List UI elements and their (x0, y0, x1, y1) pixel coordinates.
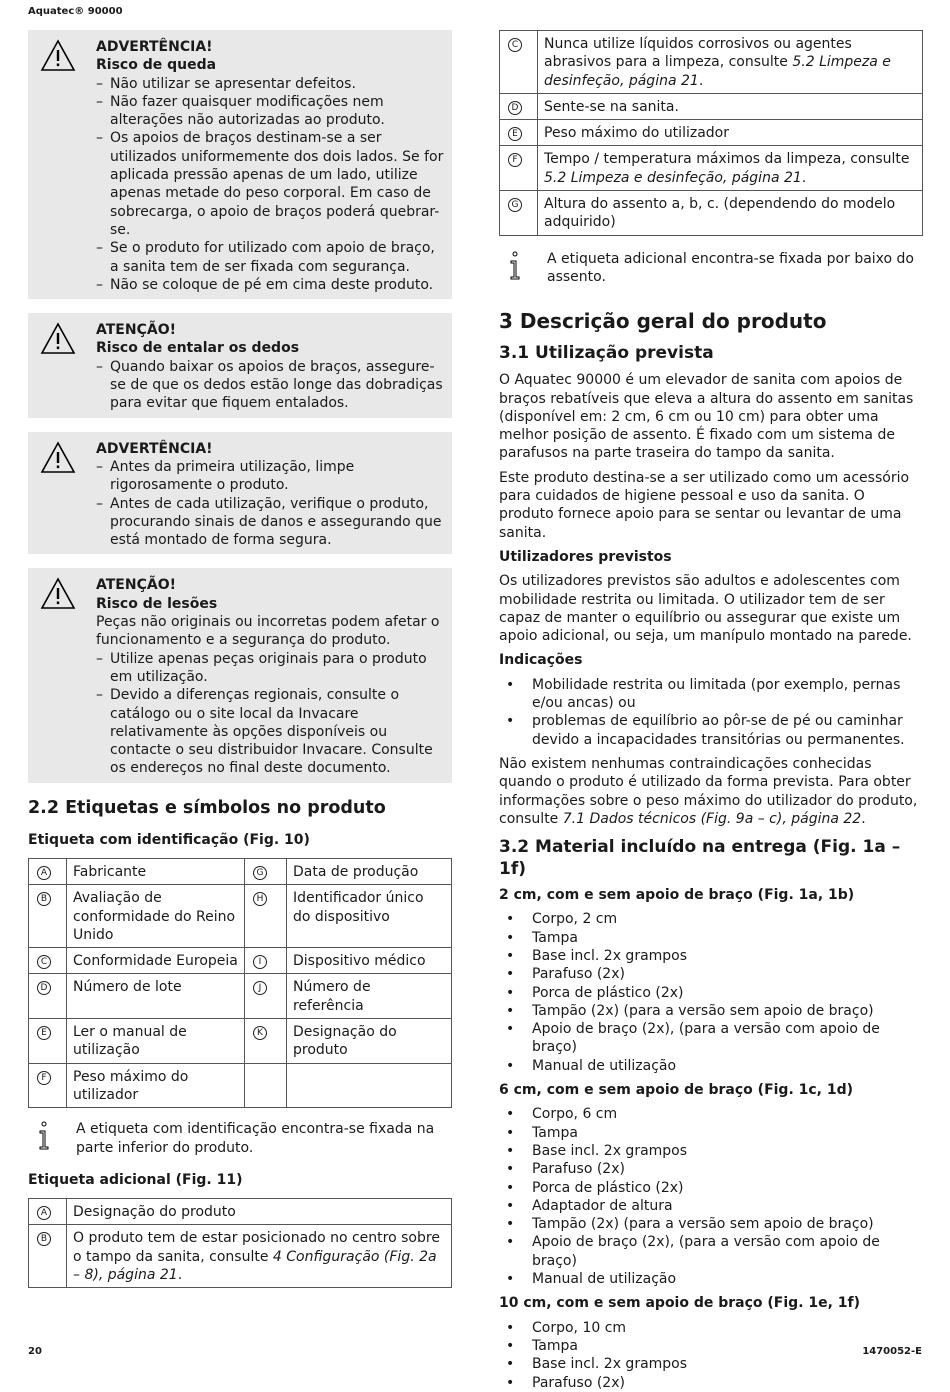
table-cell: Peso máximo do utilizador (67, 1063, 245, 1108)
users-heading: Utilizadores previstos (499, 548, 672, 565)
key-badge: D (37, 981, 51, 995)
warning-item: – Se o produto for utilizado com apoio de braço, a sanita tem de ser fixada com segurança. (96, 239, 444, 276)
list-item: • Base incl. 2x grampos (499, 947, 923, 965)
info-text: A etiqueta com identificação encontra-se fixada na parte inferior do produto. (76, 1121, 435, 1156)
table-cell: Peso máximo do utilizador (538, 120, 923, 146)
warning-item: – Devido a diferenças regionais, consulte o catálogo ou o site local da Invacare relativamente às opções disponíveis ou contacte o seu distribuidor Invacare. Consulte os endereços no final deste documento. (96, 686, 444, 777)
paragraph: Este produto destina-se a ser utilizado como um acessório para cuidados de higiene pessoal e uso da sanita. O produto fornece apoio para se sentar ou levantar de uma sanita. (499, 469, 910, 541)
list-item: • Manual de utilização (499, 1057, 923, 1075)
list-item: • Apoio de braço (2x), (para a versão com apoio de braço) (499, 1020, 923, 1057)
table-cell: Nunca utilize líquidos corrosivos ou agentes abrasivos para a limpeza, consulte 5.2 Limpeza e desinfeção, página 21. (538, 31, 923, 94)
table-cell: Altura do assento a, b, c. (dependendo do modelo adquirido) (538, 191, 923, 236)
key-badge: A (37, 1206, 51, 1220)
table-cell: Sente-se na sanita. (538, 93, 923, 119)
extra-label-table-continued (499, 30, 923, 236)
table-row (29, 1019, 452, 1064)
list-item: • Corpo, 6 cm (499, 1105, 923, 1123)
key-cell (245, 948, 287, 974)
list-item: • Parafuso (2x) (499, 1160, 923, 1178)
table-row (500, 120, 923, 146)
paragraph: Os utilizadores previstos são adultos e adolescentes com mobilidade restrita ou limitada. O utilizador tem de ser capaz de manter o equilíbrio ou assegurar que existe um apoio adicional, ou seja, um manípulo montado na parede. (499, 573, 912, 645)
table-cell: Ler o manual de utilização (67, 1019, 245, 1064)
list-item: • Porca de plástico (2x) (499, 984, 923, 1002)
key-badge: A (37, 866, 51, 880)
table-row (29, 1225, 452, 1288)
key-cell (245, 858, 287, 884)
list-item: • Parafuso (2x) (499, 1374, 923, 1392)
list-item: • Corpo, 2 cm (499, 910, 923, 928)
table-cell: Dispositivo médico (287, 948, 452, 974)
key-cell (245, 1019, 287, 1064)
table-cell: Data de produção (287, 858, 452, 884)
warning-box (28, 30, 452, 299)
key-badge: E (508, 127, 522, 141)
list-item: • Base incl. 2x grampos (499, 1142, 923, 1160)
warning-item: – Utilize apenas peças originais para o produto em utilização. (96, 650, 444, 687)
table-row (29, 858, 452, 884)
table-row (29, 1063, 452, 1108)
subsection-heading: 3.2 Material incluído na entrega (Fig. 1a – 1f) (499, 837, 901, 880)
list-item: • Apoio de braço (2x), (para a versão com apoio de braço) (499, 1233, 923, 1270)
list-item: • Base incl. 2x grampos (499, 1355, 923, 1373)
key-cell (245, 885, 287, 948)
key-badge: J (253, 981, 267, 995)
key-cell (29, 974, 67, 1019)
warning-subtitle: Risco de entalar os dedos (96, 340, 300, 357)
warning-triangle-icon (40, 577, 76, 610)
list-item: • Corpo, 10 cm (499, 1319, 923, 1337)
section-heading: 2.2 Etiquetas e símbolos no produto (28, 797, 386, 818)
label-id-heading: Etiqueta com identificação (Fig. 10) (28, 831, 310, 848)
table-cell: Tempo / temperatura máximos da limpeza, consulte 5.2 Limpeza e desinfeção, página 21. (538, 146, 923, 191)
key-badge: G (508, 198, 522, 212)
list-item: • Parafuso (2x) (499, 965, 923, 983)
table-cell: Designação do produto (287, 1019, 452, 1064)
key-badge: C (508, 38, 522, 52)
list-item: • Tampa (499, 929, 923, 947)
key-badge: B (37, 892, 51, 906)
list-item: • Tampa (499, 1337, 923, 1355)
key-badge: D (508, 101, 522, 115)
warning-item: – Antes de cada utilização, verifique o produto, procurando sinais de danos e assegurando que está montado de forma segura. (96, 495, 444, 550)
paragraph: O Aquatec 90000 é um elevador de sanita com apoios de braços rebatíveis que eleva a altura do assento em sanitas (disponível em: 2 cm, 6 cm ou 10 cm) para obter uma melhor posição de assento. É fixado com um sistema de parafusos na parte traseira do tampo da sanita. (499, 372, 914, 462)
table-cell: Avaliação de conformidade do Reino Unido (67, 885, 245, 948)
table-row (500, 93, 923, 119)
info-note (28, 1120, 452, 1157)
warning-box (28, 313, 452, 417)
key-cell (29, 1019, 67, 1064)
key-cell (245, 974, 287, 1019)
delivery-list (499, 1105, 923, 1288)
warning-triangle-icon (40, 441, 76, 474)
page-header: Aquatec® 90000 (28, 6, 123, 17)
table-cell: Conformidade Europeia (67, 948, 245, 974)
list-item: • Tampão (2x) (para a versão sem apoio de braço) (499, 1002, 923, 1020)
table-row (29, 974, 452, 1019)
info-icon (509, 251, 521, 281)
warning-intro: Peças não originais ou incorretas podem afetar o funcionamento e a segurança do produto. (96, 614, 440, 649)
key-badge: I (253, 955, 267, 969)
table-row (500, 31, 923, 94)
paragraph: Não existem nenhumas contraindicações conhecidas quando o produto é utilizado da forma prevista. Para obter informações sobre o peso máximo do utilizador do produto, consulte 7.1 Dados técnicos (Fig. 9a – c), página 22. (499, 755, 918, 827)
warning-box (28, 432, 452, 555)
delivery-list (499, 910, 923, 1075)
label-id-table (28, 858, 452, 1108)
list-item: • Mobilidade restrita ou limitada (por exemplo, pernas e/ou ancas) ou (499, 676, 923, 713)
group-heading: 10 cm, com e sem apoio de braço (Fig. 1e, 1f) (499, 1295, 861, 1312)
section-heading: 3 Descrição geral do produto (499, 309, 827, 334)
info-note (499, 250, 923, 287)
list-item: • Manual de utilização (499, 1270, 923, 1288)
table-cell: O produto tem de estar posicionado no centro sobre o tampo da sanita, consulte 4 Configuração (Fig. 2a – 8), página 21. (67, 1225, 452, 1288)
warning-item: – Os apoios de braços destinam-se a ser utilizados uniformemente dos dois lados. Se for aplicada pressão apenas de um lado, utilize apenas metade do peso corporal. Em caso de sobrecarga, o apoio de braços poderá quebrar-se. (96, 129, 444, 239)
left-column (28, 30, 452, 1288)
table-cell: Número de referência (287, 974, 452, 1019)
key-badge: C (37, 955, 51, 969)
warning-item: – Não utilizar se apresentar defeitos. (96, 75, 444, 93)
list-item: • Porca de plástico (2x) (499, 1179, 923, 1197)
table-cell: Número de lote (67, 974, 245, 1019)
key-badge: G (253, 866, 267, 880)
key-badge: E (37, 1026, 51, 1040)
cross-reference: 7.1 Dados técnicos (Fig. 9a – c), página 22 (562, 810, 862, 827)
warning-box (28, 568, 452, 782)
warning-item: – Não fazer quaisquer modificações nem alterações não autorizadas ao produto. (96, 93, 444, 130)
warning-title: ADVERTÊNCIA! (96, 39, 213, 55)
group-heading: 6 cm, com e sem apoio de braço (Fig. 1c, 1d) (499, 1082, 854, 1099)
warning-title: ATENÇÃO! (96, 322, 176, 339)
extra-label-table (28, 1198, 452, 1288)
key-cell (29, 948, 67, 974)
table-cell: Identificador único do dispositivo (287, 885, 452, 948)
key-badge: F (508, 153, 522, 167)
right-column (499, 30, 923, 1392)
indications-heading: Indicações (499, 652, 583, 669)
key-badge: H (253, 892, 267, 906)
key-cell (29, 1063, 67, 1108)
key-badge: B (37, 1232, 51, 1246)
table-row (500, 191, 923, 236)
warning-subtitle: Risco de queda (96, 57, 217, 74)
page-number: 20 (28, 1346, 42, 1357)
document-code: 1470052-E (862, 1346, 922, 1357)
group-heading: 2 cm, com e sem apoio de braço (Fig. 1a, 1b) (499, 887, 855, 904)
table-row (29, 1199, 452, 1225)
warning-triangle-icon (40, 39, 76, 72)
warning-triangle-icon (40, 322, 76, 355)
table-row (29, 948, 452, 974)
warning-title: ATENÇÃO! (96, 577, 176, 594)
warning-item: – Quando baixar os apoios de braços, assegure-se de que os dedos estão longe das dobradiças para evitar que fiquem entalados. (96, 358, 444, 413)
table-row (29, 885, 452, 948)
warning-title: ADVERTÊNCIA! (96, 440, 213, 457)
warning-item: – Não se coloque de pé em cima deste produto. (96, 276, 444, 294)
key-cell (29, 858, 67, 884)
table-row (500, 146, 923, 191)
extra-label-heading: Etiqueta adicional (Fig. 11) (28, 1171, 243, 1188)
table-cell: Fabricante (67, 858, 245, 884)
delivery-list (499, 1319, 923, 1392)
empty-cell (287, 1063, 452, 1108)
list-item: • problemas de equilíbrio ao pôr-se de pé ou caminhar devido a incapacidades transitórias ou permanentes. (499, 712, 923, 749)
info-text: A etiqueta adicional encontra-se fixada por baixo do assento. (547, 250, 915, 285)
cross-reference: 4 Configuração (Fig. 2a – 8), página 21 (73, 1248, 437, 1284)
key-cell (29, 885, 67, 948)
info-icon (38, 1121, 50, 1151)
indications-list (499, 676, 923, 749)
cross-reference: 5.2 Limpeza e desinfeção, página 21 (544, 54, 891, 89)
empty-cell (245, 1063, 287, 1108)
cross-reference: 5.2 Limpeza e desinfeção, página 21 (544, 169, 802, 186)
list-item: • Tampão (2x) (para a versão sem apoio de braço) (499, 1215, 923, 1233)
key-badge: F (37, 1071, 51, 1085)
warning-item: – Antes da primeira utilização, limpe rigorosamente o produto. (96, 458, 444, 495)
list-item: • Adaptador de altura (499, 1197, 923, 1215)
key-badge: K (253, 1026, 267, 1040)
delivery-groups (499, 886, 923, 1392)
table-cell: Designação do produto (67, 1199, 452, 1225)
subsection-heading: 3.1 Utilização prevista (499, 343, 714, 364)
warning-subtitle: Risco de lesões (96, 595, 218, 612)
list-item: • Tampa (499, 1124, 923, 1142)
